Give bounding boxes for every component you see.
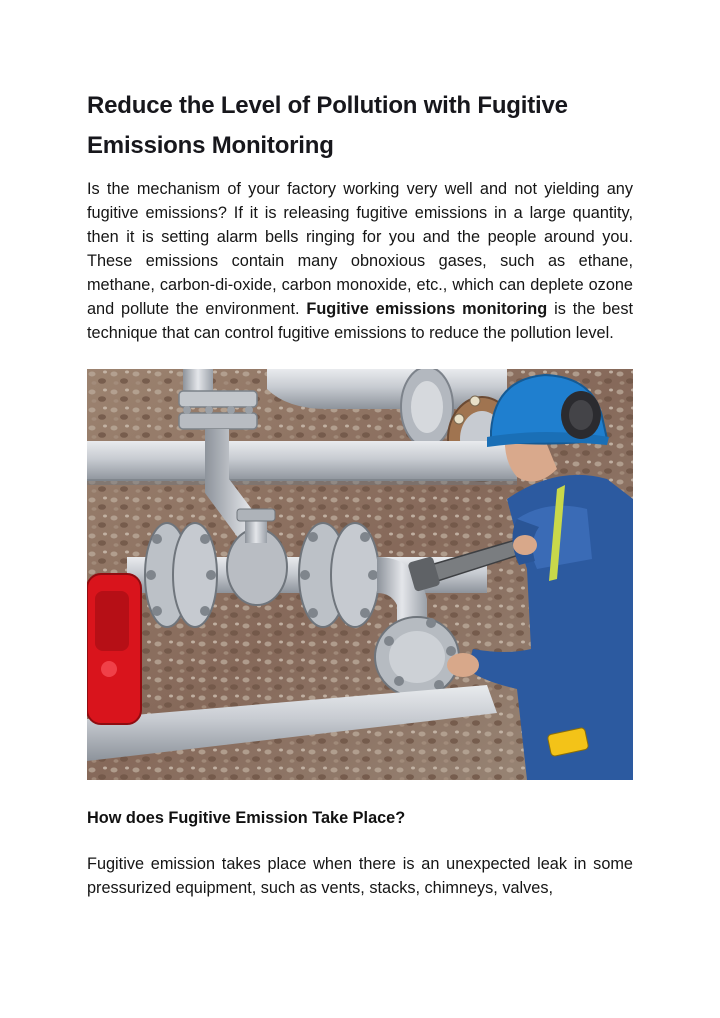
article-title: Reduce the Level of Pollution with Fugitive Emissions Monitoring [87, 92, 568, 159]
intro-text-start: Is the mechanism of your factory working very well and not yielding any fugitive emissions? If it is releasing fugitive emissions in a large quantity, then it is setting alarm bells ringing for you and the people around you. These emissions contain many obnoxious gases, such as ethane, methane, carbon-di-oxide, carbon monoxide, etc., which can deplete ozone and pollute the environment. [87, 180, 633, 318]
intro-paragraph [87, 177, 633, 345]
pipeline-worker-illustration [87, 369, 633, 780]
article [87, 86, 633, 900]
body-paragraph: Fugitive emission takes place when there is an unexpected leak in some pressurized equipment, such as vents, stacks, chimneys, valves, [87, 855, 633, 897]
intro-text-end: is the best technique that can control fugitive emissions to reduce the pollution level. [87, 300, 633, 342]
section-heading: How does Fugitive Emission Take Place? [87, 809, 406, 827]
right-flange-pair [299, 523, 379, 627]
keyword-link: Fugitive emissions monitoring [306, 300, 548, 318]
left-flange-pair [145, 523, 217, 627]
article-photo [87, 369, 633, 780]
red-valve [87, 574, 141, 724]
